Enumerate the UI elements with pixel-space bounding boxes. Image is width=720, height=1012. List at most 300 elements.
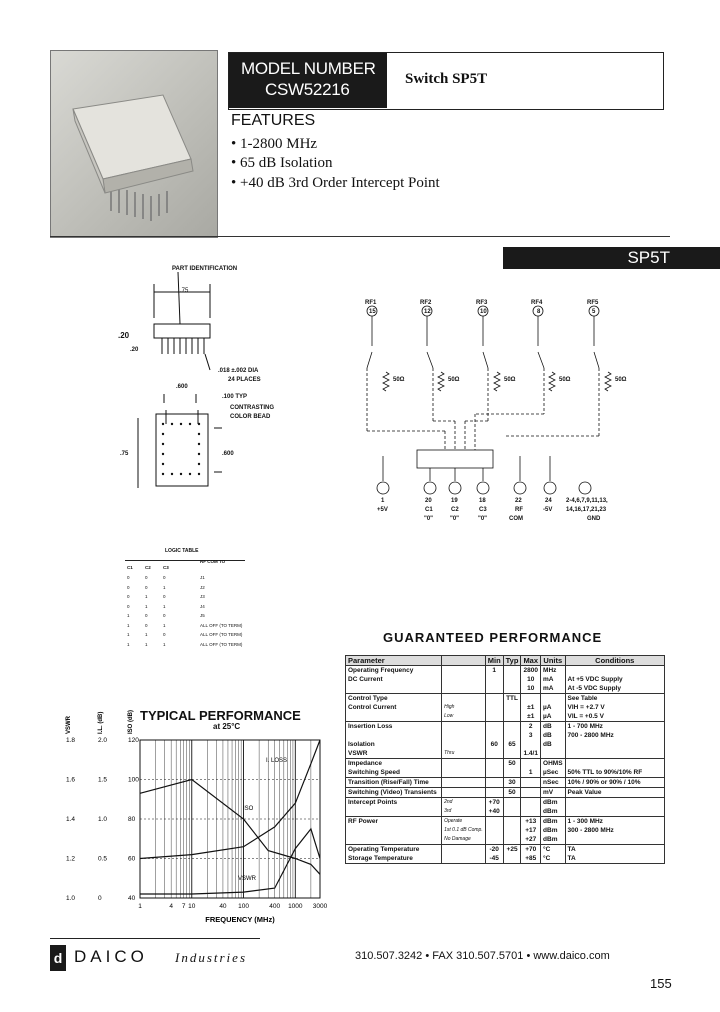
performance-row (346, 731, 665, 740)
performance-row (346, 854, 665, 864)
logic-cell: J3 (200, 594, 205, 599)
performance-row (346, 835, 665, 845)
cell-units: µA (541, 712, 566, 722)
performance-row (346, 817, 665, 827)
logic-cell: 1 (127, 632, 130, 637)
cell-typ: +25 (503, 845, 521, 855)
cell-typ (503, 675, 521, 684)
axis-label: I.L. (dB) (98, 711, 104, 734)
performance-row (346, 788, 665, 798)
cell-min (485, 835, 503, 845)
cell-units: °C (541, 854, 566, 864)
logic-cell: ALL OFF (TO TERM) (200, 632, 243, 637)
logo-mark-icon: d (50, 945, 66, 971)
cell-typ (503, 712, 521, 722)
tick-label: 7 (181, 903, 186, 910)
cell-max: +13 (521, 817, 541, 827)
logic-cell: 0 (145, 584, 148, 590)
resistor-label: 50Ω (393, 377, 405, 383)
cell-qualifier (442, 768, 486, 778)
x-axis-label: FREQUENCY (MHz) (205, 915, 275, 924)
cell-param: Operating Temperature (346, 845, 442, 855)
logic-header: C3 (163, 565, 169, 570)
cell-param: Transition (Rise/Fall) Time (346, 778, 442, 788)
cell-units: OHMS (541, 759, 566, 769)
cell-conditions: 1 - 300 MHz (565, 817, 664, 827)
logic-cell: 1 (163, 603, 166, 609)
cell-conditions: At +5 VDC Supply (565, 675, 664, 684)
rf-port-pin: 5 (592, 309, 596, 315)
logic-cell: 0 (163, 632, 166, 637)
cell-max: +70 (521, 845, 541, 855)
cell-conditions: TA (565, 845, 664, 855)
logic-cell: 1 (145, 603, 148, 609)
rf-port-name: RF1 (365, 300, 377, 306)
cell-typ: 50 (503, 759, 521, 769)
tick-label: 3000 (312, 903, 328, 910)
section-tag (503, 247, 720, 269)
cell-units: MHz (541, 666, 566, 676)
performance-row (346, 845, 665, 855)
daico-logo (50, 938, 260, 977)
cell-param: Isolation (346, 740, 442, 749)
model-number: CSW52216 (265, 80, 350, 99)
cell-min (485, 778, 503, 788)
logic-cell: ALL OFF (TO TERM) (200, 622, 243, 628)
cell-min: -45 (485, 854, 503, 864)
cell-qualifier: Low (442, 712, 486, 722)
cell-max (521, 778, 541, 788)
cell-max: +85 (521, 854, 541, 864)
cell-min (485, 768, 503, 778)
tick-label: 1.0 (66, 895, 76, 902)
feature-item: • +40 dB 3rd Order Intercept Point (231, 175, 440, 191)
logic-cell: 1 (145, 594, 148, 599)
cell-units (541, 694, 566, 704)
tick-label: 1.2 (66, 855, 76, 863)
logic-cell: 0 (127, 603, 130, 609)
cell-conditions: VIH = +2.7 V (565, 703, 664, 712)
cell-conditions (565, 749, 664, 759)
logic-cell: J4 (200, 603, 205, 609)
cell-param: Switching (Video) Transients (346, 788, 442, 798)
bead-note-2: COLOR BEAD (230, 414, 271, 420)
tick-label: 10 (188, 903, 196, 910)
cell-param: Control Type (346, 694, 442, 704)
cell-min (485, 712, 503, 722)
pin-number: 24 (545, 498, 552, 504)
logic-cell: J5 (200, 613, 205, 618)
tick-label: 1.6 (66, 776, 76, 784)
cell-min (485, 684, 503, 694)
tick-label: 1.4 (66, 816, 76, 823)
pin-note-2: 24 PLACES (228, 377, 261, 383)
cell-typ (503, 666, 521, 676)
cell-min (485, 788, 503, 798)
cell-conditions (565, 798, 664, 808)
rf-port-pin: 8 (537, 309, 541, 315)
performance-row (346, 759, 665, 769)
cell-typ (503, 722, 521, 732)
cell-max: 1 (521, 768, 541, 778)
cell-min (485, 694, 503, 704)
performance-row (346, 684, 665, 694)
cell-min (485, 731, 503, 740)
pin-number: 1 (381, 498, 385, 504)
features-heading: FEATURES (231, 112, 316, 129)
page-number: 155 (650, 976, 672, 991)
gnd-label: GND (587, 516, 601, 522)
logic-cell: 1 (163, 622, 166, 628)
cell-typ (503, 768, 521, 778)
logic-cell: 0 (163, 594, 166, 599)
tick-label: 1.5 (98, 776, 108, 784)
cell-conditions (565, 835, 664, 845)
cell-typ (503, 703, 521, 712)
logic-cell: 1 (145, 641, 148, 647)
section-tag-label: SP5T (627, 248, 670, 267)
resistor-label: 50Ω (615, 377, 627, 383)
cell-conditions: 50% TTL to 90%/10% RF (565, 768, 664, 778)
cell-qualifier: No Damage (442, 835, 486, 845)
cell-min (485, 675, 503, 684)
dim-75-b: .75 (120, 451, 129, 457)
logo-subtext: Industries (175, 950, 247, 965)
tick-label: 0.5 (98, 855, 108, 863)
performance-row (346, 778, 665, 788)
rf-port-pin: 12 (424, 309, 431, 315)
cell-param: Impedance (346, 759, 442, 769)
cell-conditions: At -5 VDC Supply (565, 684, 664, 694)
cell-param: Operating Frequency (346, 666, 442, 676)
cell-qualifier (442, 778, 486, 788)
cell-param: DC Current (346, 675, 442, 684)
performance-row (346, 722, 665, 732)
cell-conditions: See Table (565, 694, 664, 704)
resistor-label: 50Ω (504, 377, 516, 383)
cell-max: ±1 (521, 703, 541, 712)
cell-max (521, 807, 541, 817)
cell-units: dBm (541, 826, 566, 835)
cell-typ: TTL (503, 694, 521, 704)
model-number-block (229, 53, 387, 108)
cell-units: mA (541, 684, 566, 694)
cell-qualifier: 1st 0.1 dB Comp. (442, 826, 486, 835)
pin-number: 20 (425, 498, 432, 504)
cell-param: Insertion Loss (346, 722, 442, 732)
cell-max: +27 (521, 835, 541, 845)
pin-label: C1 (425, 507, 433, 513)
rf-port-name: RF4 (531, 300, 543, 306)
dim-100: .100 TYP (222, 394, 248, 400)
cell-min (485, 749, 503, 759)
cell-units (541, 749, 566, 759)
logic-cell: 1 (163, 584, 166, 590)
col-typ: Typ (503, 656, 521, 666)
logic-cell: J2 (200, 584, 205, 590)
dim-600-b: .600 (222, 451, 234, 457)
switch-schematic (345, 296, 645, 506)
cell-param (346, 835, 442, 845)
cell-param (346, 684, 442, 694)
logic-cell: J1 (200, 575, 205, 580)
pin-sub: "0" (424, 516, 434, 522)
performance-row (346, 749, 665, 759)
cell-units: dB (541, 740, 566, 749)
pin-note-1: .018 ±.002 DIA (218, 368, 259, 374)
tick-label: 40 (219, 903, 227, 910)
cell-qualifier: 2nd (442, 798, 486, 808)
col-max: Max (521, 656, 541, 666)
cell-max (521, 798, 541, 808)
cell-conditions (565, 666, 664, 676)
cell-units: dBm (541, 835, 566, 845)
resistor-label: 50Ω (559, 377, 571, 383)
cell-min (485, 826, 503, 835)
tick-label: 4 (169, 903, 173, 910)
cell-max: 10 (521, 675, 541, 684)
cell-units: µA (541, 703, 566, 712)
cell-qualifier (442, 722, 486, 732)
label-part-id: PART IDENTIFICATION (172, 266, 238, 272)
cell-units: dB (541, 722, 566, 732)
cell-max: 2 (521, 722, 541, 732)
performance-row (346, 807, 665, 817)
cell-min: +40 (485, 807, 503, 817)
logic-cell: 1 (127, 613, 130, 618)
rf-port-name: RF3 (476, 300, 488, 306)
model-label: MODEL NUMBER (241, 59, 376, 78)
axis-label: VSWR (66, 716, 72, 734)
cell-param (346, 712, 442, 722)
performance-row (346, 675, 665, 684)
tick-label: 1000 (288, 903, 303, 910)
logic-header: RF COM TO (200, 559, 226, 564)
cell-units: dBm (541, 817, 566, 827)
pin-label: RF (515, 507, 523, 513)
cell-param: Control Current (346, 703, 442, 712)
typical-performance-subtitle: at 25°C (213, 722, 241, 731)
typical-performance-title: TYPICAL PERFORMANCE (140, 708, 301, 723)
cell-param: RF Power (346, 817, 442, 827)
logic-cell: 0 (127, 584, 130, 590)
pin-label: -5V (543, 507, 553, 513)
cell-max (521, 740, 541, 749)
cell-typ (503, 684, 521, 694)
rf-port-pin: 10 (480, 309, 487, 315)
cell-qualifier (442, 845, 486, 855)
rf-port-name: RF5 (587, 300, 599, 306)
pin-sub: "0" (478, 516, 488, 522)
cell-param: VSWR (346, 749, 442, 759)
cell-min: 60 (485, 740, 503, 749)
performance-row (346, 768, 665, 778)
cell-qualifier: 3rd (442, 807, 486, 817)
dim-75: .75 (180, 288, 189, 294)
cell-units: dB (541, 731, 566, 740)
performance-row (346, 798, 665, 808)
logo-text: DAICO (74, 947, 148, 966)
logic-cell: 1 (145, 632, 148, 637)
tick-label: 1 (138, 903, 142, 910)
switch-module-image (51, 51, 217, 237)
logic-cell: 0 (127, 594, 130, 599)
dim-20-b: .20 (130, 347, 139, 353)
series-label: I. LOSS (266, 758, 288, 764)
series-label: ISO (243, 806, 254, 812)
cell-max: +17 (521, 826, 541, 835)
cell-qualifier: High (442, 703, 486, 712)
cell-conditions: 700 - 2800 MHz (565, 731, 664, 740)
logic-header: C2 (145, 565, 151, 570)
cell-typ (503, 807, 521, 817)
cell-max: ±1 (521, 712, 541, 722)
rf-port-name: RF2 (420, 300, 432, 306)
product-name: Switch SP5T (405, 71, 488, 87)
cell-min (485, 722, 503, 732)
logic-cell: 1 (127, 641, 130, 647)
cell-conditions: VIL = +0.5 V (565, 712, 664, 722)
pin-number: 18 (479, 498, 486, 504)
pin-label: +5V (377, 507, 388, 513)
col-min: Min (485, 656, 503, 666)
logic-cell: 0 (127, 575, 130, 580)
outline-drawing (110, 258, 310, 498)
cell-conditions: 10% / 90% or 90% / 10% (565, 778, 664, 788)
gnd-pins-2: 14,16,17,21,23 (566, 507, 607, 513)
cell-conditions: Peak Value (565, 788, 664, 798)
cell-max (521, 788, 541, 798)
series-label: VSWR (238, 876, 256, 882)
logic-header: C1 (127, 565, 133, 570)
gnd-pins-1: 2-4,6,7,9,11,13, (566, 498, 608, 504)
axis-label: ISO (dB) (128, 710, 134, 734)
guaranteed-performance-title: GUARANTEED PERFORMANCE (383, 630, 603, 645)
tick-label: 100 (128, 776, 139, 784)
tick-label: 80 (128, 816, 136, 823)
performance-row (346, 703, 665, 712)
performance-table (345, 655, 665, 864)
feature-item: • 65 dB Isolation (231, 155, 333, 171)
pin-number: 19 (451, 498, 458, 504)
typical-performance-chart (58, 700, 328, 930)
cell-qualifier: Thru (442, 749, 486, 759)
cell-typ (503, 826, 521, 835)
cell-qualifier (442, 675, 486, 684)
cell-max: 3 (521, 731, 541, 740)
cell-conditions (565, 740, 664, 749)
logic-table (125, 548, 245, 658)
cell-conditions (565, 807, 664, 817)
contact-info: 310.507.3242 • FAX 310.507.5701 • www.daico.com (355, 950, 610, 962)
tick-label: 400 (269, 903, 281, 910)
logic-cell: 0 (145, 622, 148, 628)
cell-min (485, 759, 503, 769)
tick-label: 60 (128, 855, 136, 863)
cell-param (346, 807, 442, 817)
cell-conditions: 1 - 700 MHz (565, 722, 664, 732)
cell-param (346, 826, 442, 835)
resistor-label: 50Ω (448, 377, 460, 383)
cell-min (485, 703, 503, 712)
cell-units: mV (541, 788, 566, 798)
performance-row (346, 740, 665, 749)
cell-qualifier (442, 854, 486, 864)
cell-units: nSec (541, 778, 566, 788)
cell-max: 1.4/1 (521, 749, 541, 759)
cell-max (521, 759, 541, 769)
cell-max (521, 694, 541, 704)
bead-note-1: CONTRASTING (230, 405, 274, 411)
cell-units: µSec (541, 768, 566, 778)
performance-row (346, 712, 665, 722)
pin-label: C3 (479, 507, 487, 513)
performance-row (346, 694, 665, 704)
cell-units: °C (541, 845, 566, 855)
cell-min: -20 (485, 845, 503, 855)
feature-item: • 1-2800 MHz (231, 136, 318, 152)
logic-cell: 1 (127, 622, 130, 628)
performance-row (346, 826, 665, 835)
cell-qualifier (442, 740, 486, 749)
cell-typ: 30 (503, 778, 521, 788)
cell-min: +70 (485, 798, 503, 808)
tick-label: 0 (98, 895, 102, 902)
dim-600-a: .600 (176, 384, 188, 390)
cell-param (346, 731, 442, 740)
cell-qualifier (442, 666, 486, 676)
col-units: Units (541, 656, 566, 666)
col-parameter: Parameter (346, 656, 442, 666)
pin-sub: "0" (450, 516, 460, 522)
cell-param: Switching Speed (346, 768, 442, 778)
cell-typ (503, 749, 521, 759)
col-qualifier (442, 656, 486, 666)
tick-label: 1.8 (66, 737, 76, 744)
pin-sub: COM (509, 516, 523, 522)
cell-min (485, 817, 503, 827)
col-conditions: Conditions (565, 656, 664, 666)
cell-conditions: TA (565, 854, 664, 864)
cell-max: 2800 (521, 666, 541, 676)
performance-row (346, 666, 665, 676)
pin-label: C2 (451, 507, 459, 513)
logic-cell: 0 (145, 575, 148, 580)
pin-number: 22 (515, 498, 522, 504)
logic-cell: 0 (145, 613, 148, 618)
logic-cell: 0 (163, 575, 166, 580)
cell-typ: 50 (503, 788, 521, 798)
cell-units: mA (541, 675, 566, 684)
dim-20-a: .20 (118, 331, 130, 340)
cell-typ (503, 731, 521, 740)
logic-cell: 0 (163, 613, 166, 618)
cell-qualifier (442, 788, 486, 798)
cell-qualifier (442, 731, 486, 740)
cell-max: 10 (521, 684, 541, 694)
cell-units: dBm (541, 807, 566, 817)
tick-label: 40 (128, 895, 136, 902)
cell-typ (503, 854, 521, 864)
cell-param: Storage Temperature (346, 854, 442, 864)
rf-port-pin: 15 (369, 309, 376, 315)
logic-cell: 1 (163, 641, 166, 647)
product-photo (50, 50, 218, 238)
logic-table-title: LOGIC TABLE (165, 548, 199, 554)
tick-label: 100 (238, 903, 249, 910)
cell-qualifier: Operate (442, 817, 486, 827)
cell-typ: 65 (503, 740, 521, 749)
